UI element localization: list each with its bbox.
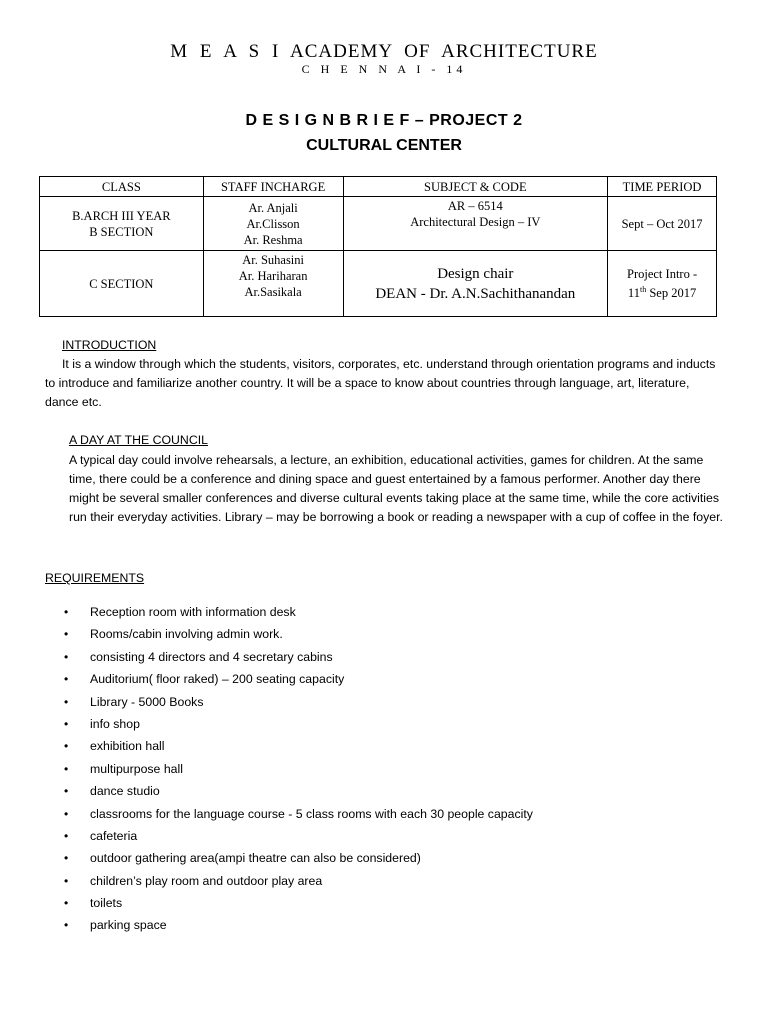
staff-cell (203, 197, 343, 251)
requirement-text: exhibition hall (90, 739, 165, 754)
bullet-icon: • (64, 739, 69, 754)
bullet-icon: • (64, 806, 69, 821)
requirement-text: info shop (90, 716, 140, 731)
bullet-icon: • (64, 761, 69, 776)
list-item (62, 803, 533, 825)
introduction-text: It is a window through which the students, visitors, corporates, etc. understand through orientation programs and inducts to introduce and familiarize another country. It will be a space to know about countries through language, art, literature, dance etc. (45, 357, 716, 409)
requirement-text: Library - 5000 Books (90, 694, 204, 709)
staff-name: Ar.Clisson (246, 216, 300, 231)
requirement-text: outdoor gathering area(ampi theatre can also be considered) (90, 851, 421, 866)
requirement-text: children’s play room and outdoor play area (90, 873, 323, 888)
period-cell (608, 197, 717, 251)
period-day: 11 (627, 286, 640, 301)
staff-name: Ar. Anjali (248, 200, 298, 215)
requirement-text: Rooms/cabin involving admin work. (90, 627, 283, 642)
requirement-text: multipurpose hall (90, 761, 183, 776)
list-item (62, 601, 533, 623)
list-item (62, 691, 533, 713)
list-item (62, 847, 533, 869)
list-item (62, 914, 533, 936)
subject-code: AR – 6514 (447, 199, 503, 213)
class-line: C SECTION (89, 276, 154, 291)
list-item (62, 668, 533, 690)
class-cell (40, 251, 204, 317)
dean-name: DEAN - Dr. A.N.Sachithanandan (375, 285, 576, 302)
class-line: B SECTION (89, 224, 154, 239)
staff-cell (203, 251, 343, 317)
period-text: Sept – Oct 2017 (621, 216, 703, 231)
bullet-icon: • (64, 851, 69, 866)
subject-name: Architectural Design – IV (410, 215, 541, 229)
header-period: TIME PERIOD (608, 177, 717, 197)
day-at-council-text: A typical day could involve rehearsals, a lecture, an exhibition, educational activities, games for children. At the same time, there could be a conference and dining space and guest entertained by a famous performer. Another day there might be several smaller conferences and diverse cultural events taking place at the same time, while the core activities run their everyday activities. Library – may be borrowing a book or reading a newspaper with a cup of coffee in the foyer. (69, 453, 723, 524)
requirements-heading: REQUIREMENTS (45, 571, 145, 585)
bullet-icon: • (64, 873, 69, 888)
brief-title: D E S I G N B R I E F – PROJECT 2 (245, 112, 523, 129)
header-class: CLASS (40, 177, 204, 197)
day-at-council-heading: A DAY AT THE COUNCIL (69, 433, 208, 447)
bullet-icon: • (64, 784, 69, 799)
period-month: Sep 2017 (646, 286, 697, 301)
table-row (40, 197, 717, 251)
bullet-icon: • (64, 605, 69, 619)
project-name: CULTURAL CENTER (306, 137, 462, 154)
design-chair-label: Design chair (437, 265, 514, 282)
requirement-text: classrooms for the language course - 5 class rooms with each 30 people capacity (90, 806, 533, 821)
class-line: B.ARCH III YEAR (72, 208, 171, 223)
list-item (62, 713, 533, 735)
academy-name: M E A S I ACADEMY OF ARCHITECTURE (170, 41, 598, 62)
bullet-icon: • (64, 627, 69, 642)
period-date (611, 282, 713, 301)
period-text: Project Intro - (627, 266, 698, 281)
city-name: C H E N N A I - 14 (301, 62, 467, 76)
bullet-icon: • (64, 896, 69, 911)
list-item (62, 623, 533, 645)
bullet-icon: • (64, 828, 69, 843)
subject-cell (343, 251, 608, 317)
header-subject: SUBJECT & CODE (343, 177, 608, 197)
list-item (62, 646, 533, 668)
list-item (62, 892, 533, 914)
requirement-text: toilets (90, 896, 123, 911)
table-header-row (40, 177, 717, 197)
requirement-text: parking space (90, 918, 167, 933)
requirement-text: Auditorium( floor raked) – 200 seating capacity (90, 672, 345, 687)
bullet-icon: • (64, 918, 69, 933)
class-cell (40, 197, 204, 251)
list-item (62, 758, 533, 780)
list-item (62, 870, 533, 892)
list-item (62, 735, 533, 757)
subject-cell (343, 197, 608, 251)
bullet-icon: • (64, 716, 69, 731)
period-cell (608, 251, 717, 317)
staff-name: Ar. Hariharan (238, 269, 308, 283)
table-row (40, 251, 717, 317)
course-info-table (39, 176, 717, 317)
requirements-list (62, 601, 533, 937)
bullet-icon: • (64, 649, 69, 664)
bullet-icon: • (64, 694, 69, 709)
header-staff: STAFF INCHARGE (203, 177, 343, 197)
requirement-text: dance studio (90, 784, 160, 799)
introduction-heading: INTRODUCTION (62, 338, 157, 352)
list-item (62, 825, 533, 847)
requirement-text: cafeteria (90, 828, 138, 843)
staff-name: Ar.Sasikala (244, 285, 302, 299)
requirement-text: Reception room with information desk (90, 605, 296, 619)
staff-name: Ar. Reshma (243, 232, 303, 247)
requirement-text: consisting 4 directors and 4 secretary cabins (90, 649, 333, 664)
period-suffix: th (639, 284, 647, 294)
list-item (62, 780, 533, 802)
bullet-icon: • (64, 672, 69, 687)
staff-name: Ar. Suhasini (242, 253, 304, 267)
